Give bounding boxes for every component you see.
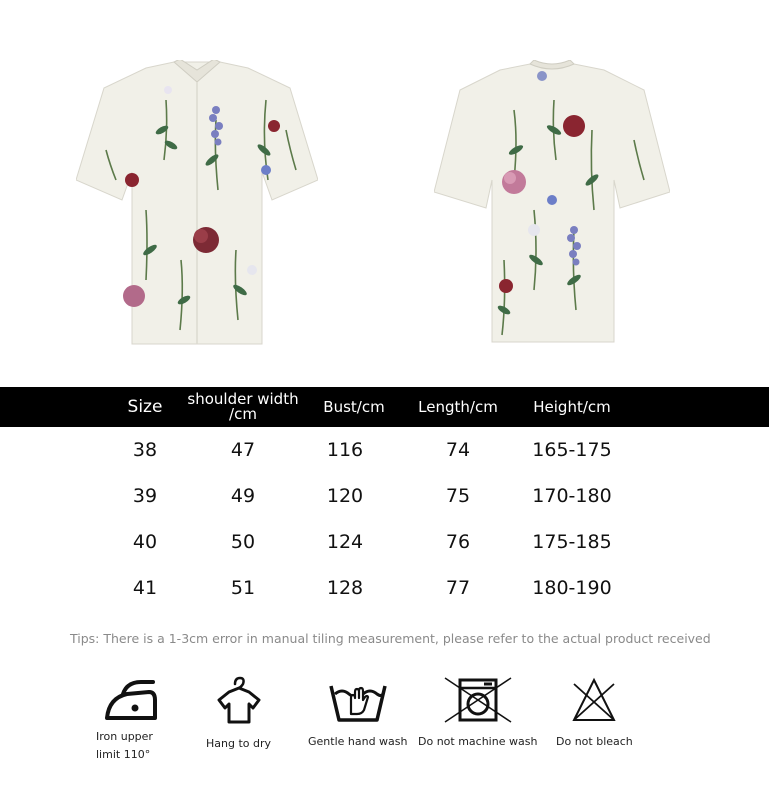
care-no-bleach [556,676,633,751]
shirt-front-image [76,60,318,350]
cell-shoulder: 49 [230,485,256,507]
cell-size: 40 [132,531,158,553]
header-shoulder-width [178,387,308,427]
shirt-back-image [434,60,670,345]
no-bleach-label: Do not bleach [556,735,633,748]
cell-height: 165-175 [532,439,612,461]
cell-size: 38 [132,439,158,461]
iron-label-line2: limit 110° [96,748,151,761]
header-shoulder-line2: /cm [229,405,257,423]
cell-height: 170-180 [532,485,612,507]
hanger-shirt-icon [213,676,265,726]
hand-wash-label: Gentle hand wash [308,735,408,748]
iron-icon [101,676,161,724]
cell-shoulder: 47 [230,439,256,461]
measurement-tips: Tips: There is a 1-3cm error in manual tiling measurement, please refer to the actual product received [70,631,711,646]
cell-length: 76 [445,531,471,553]
cell-bust: 124 [326,531,364,553]
no-machine-wash-icon [423,676,533,724]
size-chart-header [0,387,769,427]
table-row [0,519,769,565]
care-hand-wash [308,676,408,751]
no-bleach-icon [556,676,632,724]
cell-bust: 128 [326,577,364,599]
header-bust: Bust/cm [323,397,385,416]
care-iron [96,676,166,764]
table-row [0,473,769,519]
cell-height: 175-185 [532,531,612,553]
cell-bust: 120 [326,485,364,507]
iron-label-line1: Iron upper [96,730,153,743]
cell-size: 39 [132,485,158,507]
cell-length: 74 [445,439,471,461]
size-chart-table [0,387,769,611]
header-height: Height/cm [533,397,611,416]
header-size: Size [127,396,163,417]
table-row [0,427,769,473]
table-row [0,565,769,611]
cell-shoulder: 50 [230,531,256,553]
header-shoulder-line1: shoulder width [187,390,299,408]
cell-shoulder: 51 [230,577,256,599]
cell-height: 180-190 [532,577,612,599]
care-hang-dry [206,676,271,753]
header-length: Length/cm [418,397,498,416]
no-machine-wash-label: Do not machine wash [418,735,538,748]
cell-length: 75 [445,485,471,507]
hand-wash-icon [327,676,389,724]
hang-dry-label: Hang to dry [206,737,272,750]
cell-length: 77 [445,577,471,599]
cell-bust: 116 [326,439,364,461]
cell-size: 41 [132,577,158,599]
care-no-machine-wash [418,676,537,751]
